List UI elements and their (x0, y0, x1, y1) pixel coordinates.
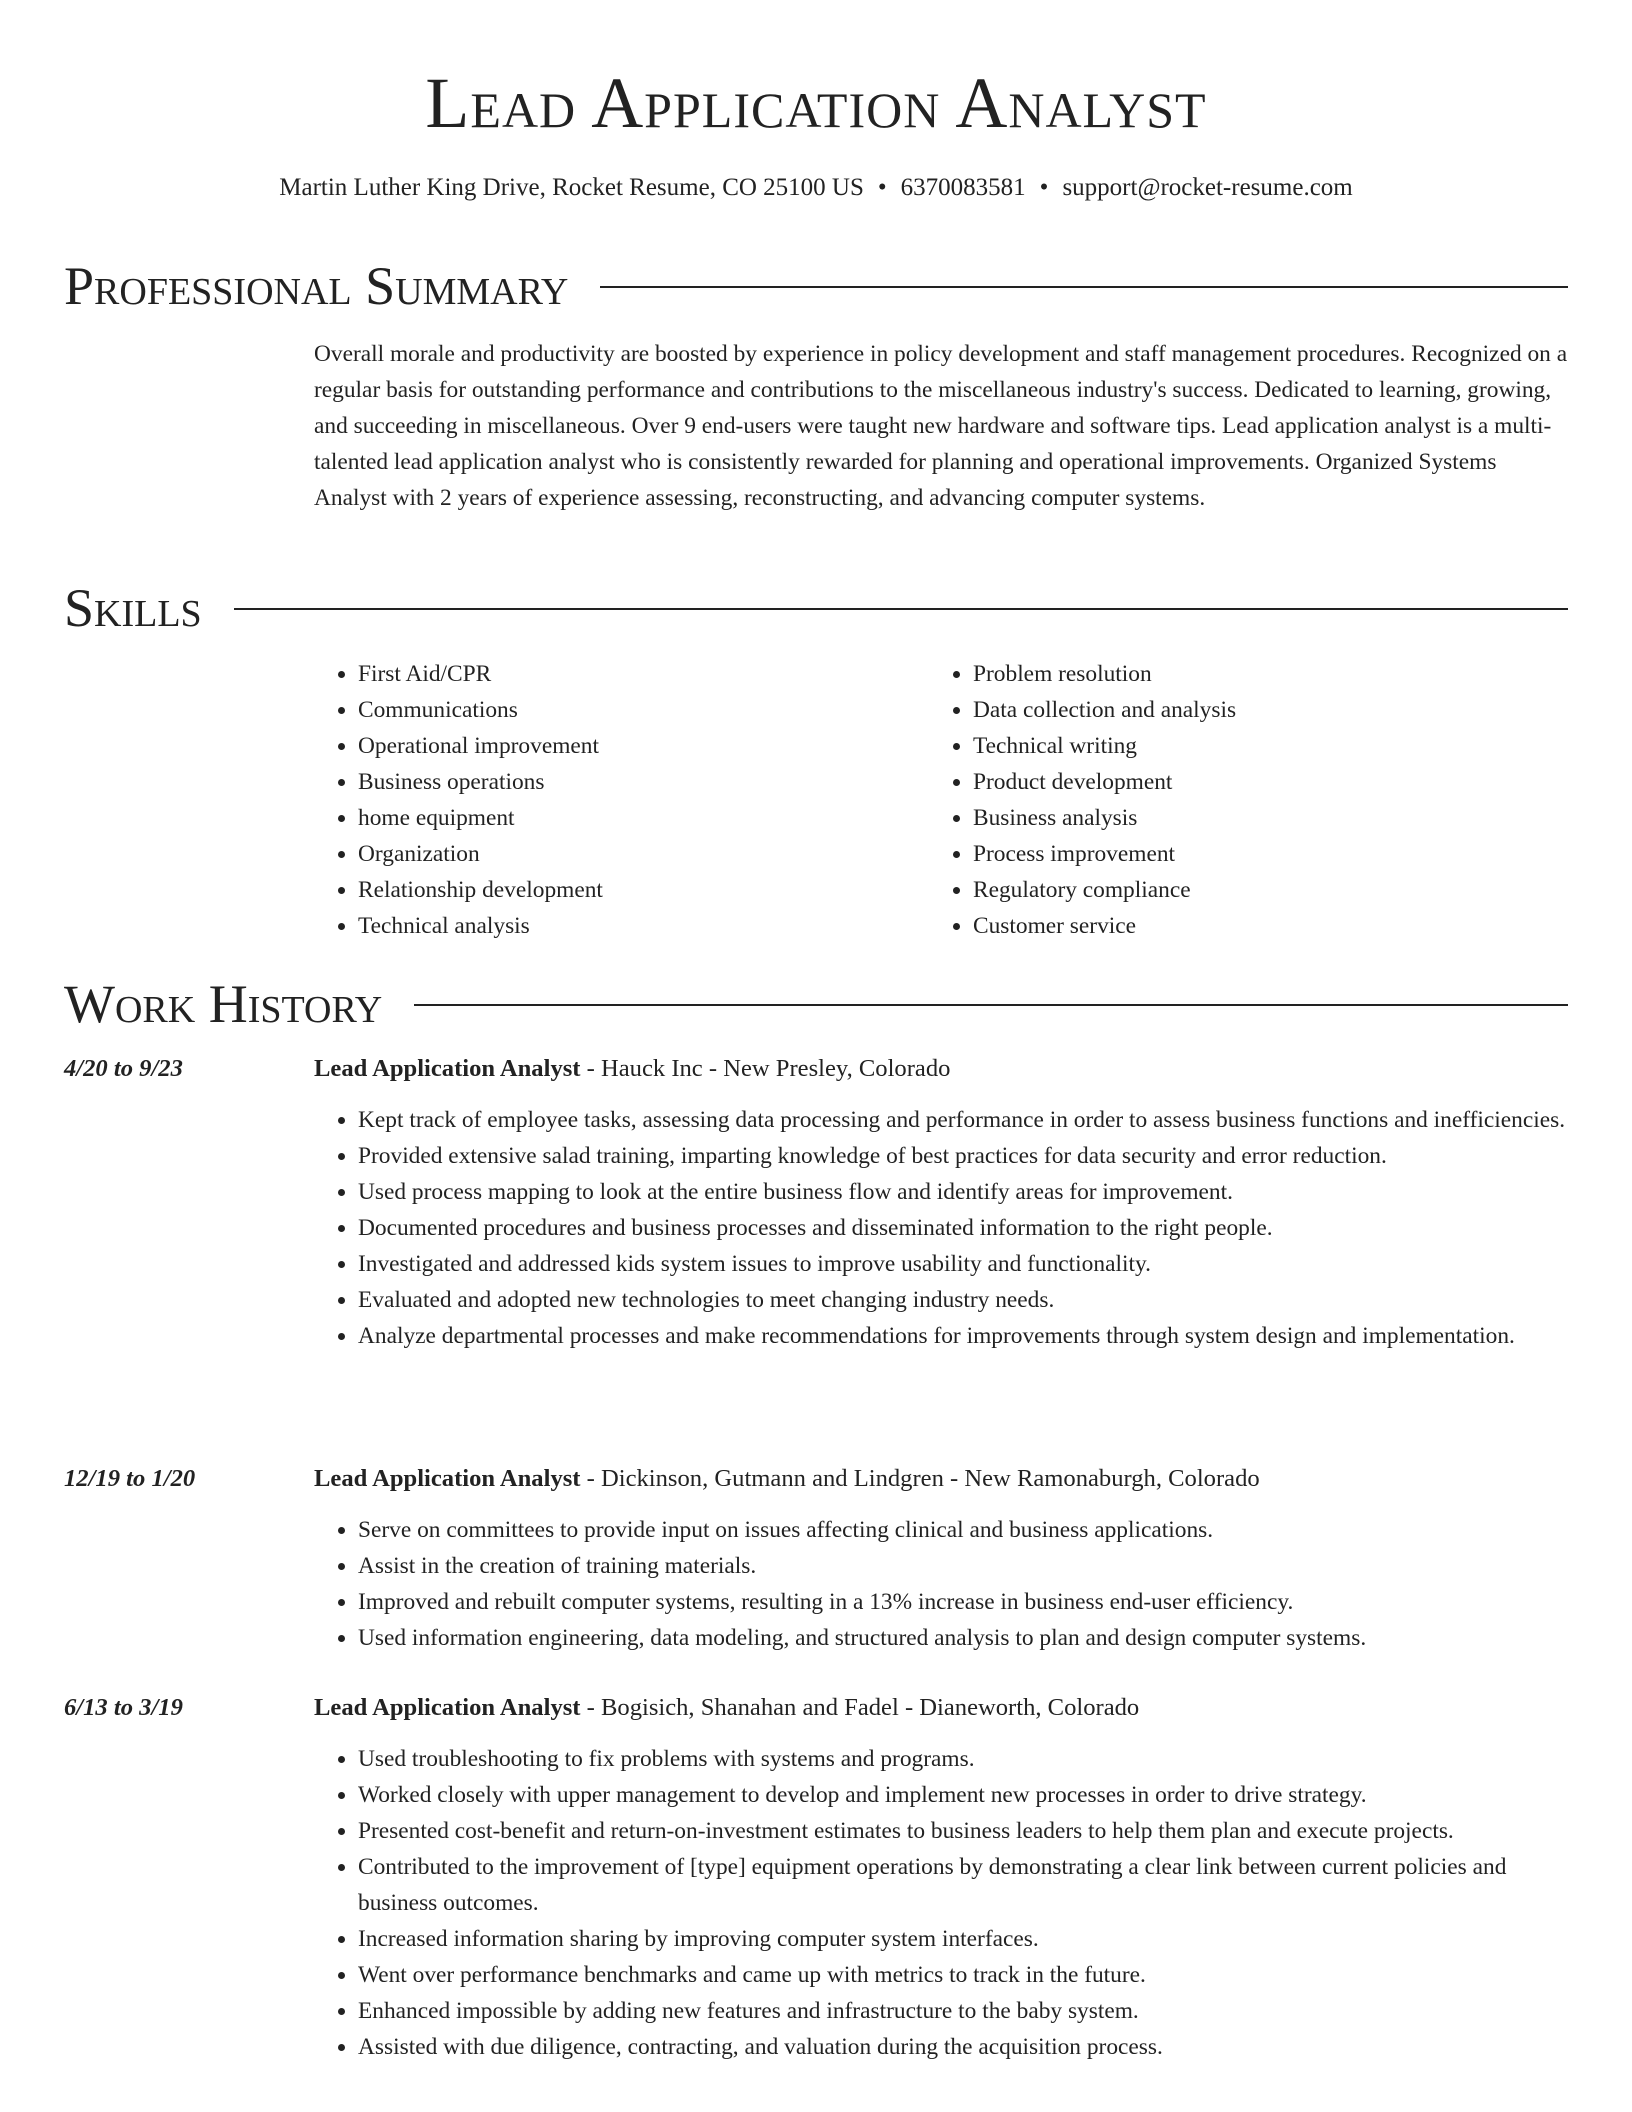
summary-section-title: Professional Summary (64, 256, 569, 316)
skill-item: • Problem resolution (973, 656, 1544, 692)
job-bullet: • Increased information sharing by improving computer system interfaces. (358, 1921, 1568, 1957)
job-entry (64, 1462, 1568, 1656)
skill-item: • Communications (358, 692, 929, 728)
job-dates: 6/13 to 3/19 (64, 1694, 183, 1721)
job-dates: 4/20 to 9/23 (64, 1055, 183, 1082)
job-bullet: • Used troubleshooting to fix problems with systems and programs. (358, 1741, 1568, 1777)
skill-item: • First Aid/CPR (358, 656, 929, 692)
job-bullet: • Used process mapping to look at the entire business flow and identify areas for improvement. (358, 1174, 1568, 1210)
job-title-line (314, 1052, 1568, 1086)
job-company: - Bogisich, Shanahan and Fadel - Dianeworth, Colorado (580, 1694, 1140, 1721)
job-bullet: • Used information engineering, data modeling, and structured analysis to plan and design computer systems. (358, 1620, 1568, 1656)
job-bullet: • Contributed to the improvement of [type] equipment operations by demonstrating a clear link between current policies and business outcomes. (358, 1849, 1568, 1921)
work-section-header (64, 974, 1568, 1034)
job-company: - Hauck Inc - New Presley, Colorado (580, 1055, 951, 1082)
skill-item: • Customer service (973, 908, 1544, 944)
job-title-line (314, 1462, 1568, 1496)
skills-list (314, 656, 1568, 944)
skill-item: • Business operations (358, 764, 929, 800)
job-header (64, 1052, 1568, 1086)
skills-section-header (64, 578, 1568, 638)
job-header (64, 1462, 1568, 1496)
section-divider (234, 608, 1568, 610)
resume-name: Lead Application Analyst (425, 63, 1207, 143)
job-bullet: • Documented procedures and business processes and disseminated information to the right people. (358, 1210, 1568, 1246)
job-bullet: • Presented cost-benefit and return-on-investment estimates to business leaders to help them plan and execute projects. (358, 1813, 1568, 1849)
summary-text: Overall morale and productivity are boosted by experience in policy development and staff management procedures. Recognized on a regular basis for outstanding performance and contributions to the miscellaneous industry's success. Dedicated to learning, growing, and succeeding in miscellaneous. Over 9 end-users were taught new hardware and software tips. Lead application analyst is a multi-talented lead application analyst who is consistently rewarded for planning and operational improvements. Organized Systems Analyst with 2 years of experience assessing, reconstructing, and advancing computer systems. (314, 341, 1568, 511)
job-bullet: • Investigated and addressed kids system issues to improve usability and functionality. (358, 1246, 1568, 1282)
skill-item: • Operational improvement (358, 728, 929, 764)
contact-phone: 6370083581 (900, 174, 1026, 201)
skill-item: • Data collection and analysis (973, 692, 1544, 728)
skill-item: • Organization (358, 836, 929, 872)
job-bullet: • Assisted with due diligence, contracting, and valuation during the acquisition process. (358, 2029, 1568, 2065)
job-bullet: • Improved and rebuilt computer systems, resulting in a 13% increase in business end-user efficiency. (358, 1584, 1568, 1620)
job-bullets (314, 1741, 1568, 2065)
skill-item: • Process improvement (973, 836, 1544, 872)
skill-item: • Business analysis (973, 800, 1544, 836)
skills-column-left (314, 656, 929, 944)
job-title: Lead Application Analyst (314, 1694, 581, 1721)
job-bullet: • Serve on committees to provide input on issues affecting clinical and business applications. (358, 1512, 1568, 1548)
job-dates: 12/19 to 1/20 (64, 1465, 196, 1492)
skill-item: • home equipment (358, 800, 929, 836)
contact-email: support@rocket-resume.com (1062, 174, 1353, 201)
resume-page (64, 0, 1568, 2060)
job-bullet: • Worked closely with upper management to develop and implement new processes in order to drive strategy. (358, 1777, 1568, 1813)
job-bullets (314, 1512, 1568, 1656)
section-divider (414, 1004, 1568, 1006)
work-section-title: Work History (64, 974, 383, 1034)
skill-item: • Regulatory compliance (973, 872, 1544, 908)
job-bullet: • Assist in the creation of training materials. (358, 1548, 1568, 1584)
job-bullets (314, 1102, 1568, 1354)
job-bullet: • Kept track of employee tasks, assessing data processing and performance in order to assess business functions and inefficiencies. (358, 1102, 1568, 1138)
job-company: - Dickinson, Gutmann and Lindgren - New Ramonaburgh, Colorado (580, 1465, 1260, 1492)
section-divider (600, 286, 1568, 288)
job-title-line (314, 1691, 1568, 1725)
job-entry (64, 1691, 1568, 2065)
contact-address: Martin Luther King Drive, Rocket Resume, CO 25100 US (279, 174, 864, 201)
skills-column-right (929, 656, 1544, 944)
skill-item: • Relationship development (358, 872, 929, 908)
skill-item: • Technical analysis (358, 908, 929, 944)
job-bullet: • Analyze departmental processes and make recommendations for improvements through system design and implementation. (358, 1318, 1568, 1354)
contact-separator: • (877, 174, 887, 201)
job-entry (64, 1052, 1568, 1354)
skills-section-title: Skills (64, 578, 202, 638)
job-bullet: • Went over performance benchmarks and came up with metrics to track in the future. (358, 1957, 1568, 1993)
skill-item: • Technical writing (973, 728, 1544, 764)
skill-item: • Product development (973, 764, 1544, 800)
job-bullet: • Enhanced impossible by adding new features and infrastructure to the baby system. (358, 1993, 1568, 2029)
job-bullet: • Provided extensive salad training, imparting knowledge of best practices for data security and error reduction. (358, 1138, 1568, 1174)
job-bullet: • Evaluated and adopted new technologies to meet changing industry needs. (358, 1282, 1568, 1318)
summary-section-header (64, 256, 1568, 316)
job-title: Lead Application Analyst (314, 1055, 581, 1082)
job-header (64, 1691, 1568, 1725)
contact-separator: • (1039, 174, 1049, 201)
contact-line (64, 172, 1568, 204)
job-title: Lead Application Analyst (314, 1465, 581, 1492)
